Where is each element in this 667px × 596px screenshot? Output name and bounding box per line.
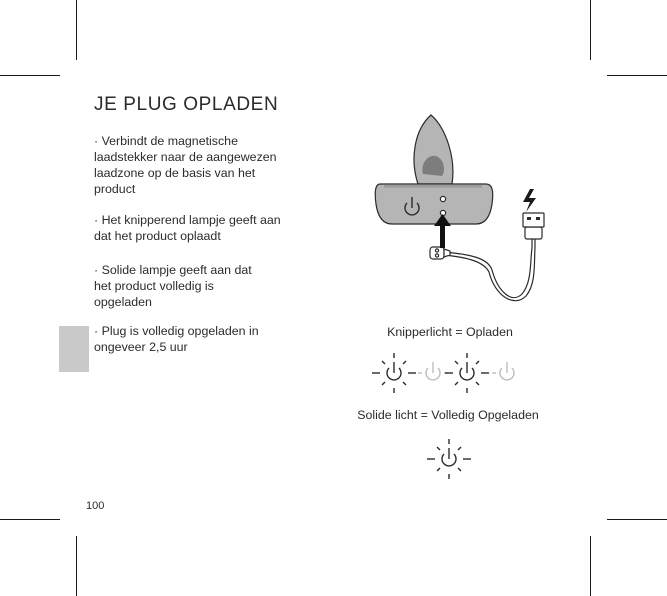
side-tab: [59, 326, 89, 372]
charge-contact: [440, 196, 445, 201]
bullet-solid: · Solide lampje geeft aan dat het product volledig is opgeladen: [94, 263, 252, 309]
crop-mark: [590, 536, 591, 596]
crop-mark: [607, 75, 667, 76]
page-number: 100: [86, 500, 105, 512]
crop-mark: [76, 536, 77, 596]
bullet-blinking: · Het knipperend lampje geeft aan dat het product oplaadt: [94, 213, 281, 243]
light-off-icon: [418, 362, 448, 380]
blinking-label: Knipperlicht = Opladen: [387, 325, 513, 339]
product-illustration: [370, 112, 570, 312]
crop-mark: [0, 519, 60, 520]
solid-label: Solide licht = Volledig Opgeladen: [357, 408, 539, 422]
page-title: JE PLUG OPLADEN: [94, 94, 279, 115]
light-on-icon: [445, 353, 489, 393]
crop-mark: [607, 519, 667, 520]
charging-cable: [442, 238, 532, 298]
light-on-icon: [372, 353, 416, 393]
bullet-duration: · Plug is volledig opgeladen in ongeveer 2,5 uur: [94, 324, 259, 354]
blinking-indicator: [371, 353, 531, 393]
crop-mark: [76, 0, 77, 60]
crop-mark: [590, 0, 591, 60]
plug-base: [375, 184, 493, 224]
lightning-icon: [523, 189, 536, 212]
light-off-icon: [492, 362, 514, 380]
light-on-icon: [427, 439, 471, 479]
solid-indicator: [424, 434, 474, 484]
usb-plug: [525, 227, 542, 239]
crop-mark: [0, 75, 60, 76]
bullet-connect: · Verbindt de magnetische laadstekker naar de aangewezen laadzone op de basis van het product: [94, 134, 277, 196]
